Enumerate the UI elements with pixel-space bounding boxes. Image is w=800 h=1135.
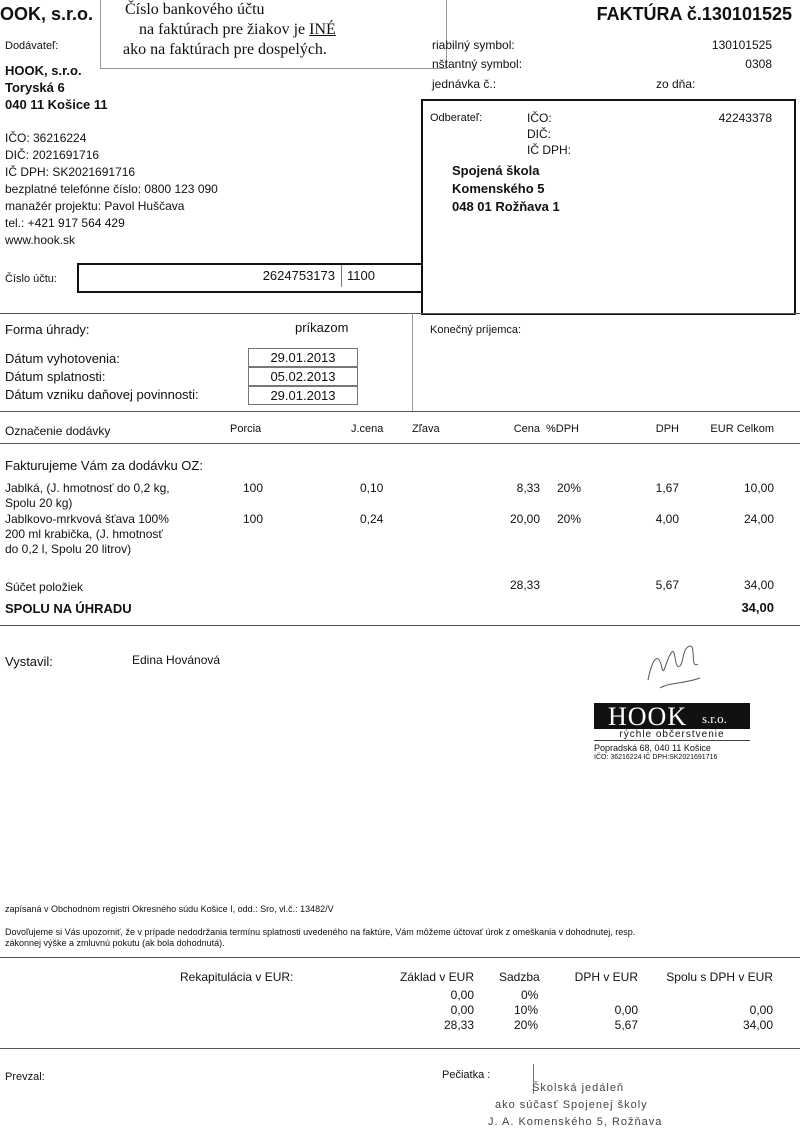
recap-total: 34,00 xyxy=(742,1018,773,1032)
divider xyxy=(0,443,800,444)
col-designation: Označenie dodávky xyxy=(5,424,111,438)
col-unit-price: J.cena xyxy=(351,423,384,435)
recap-base: 0,00 xyxy=(450,1003,474,1017)
issue-date-value: 29.01.2013 xyxy=(248,348,358,367)
due-date-label: Dátum splatnosti: xyxy=(5,369,106,384)
item-vat: 1,67 xyxy=(655,481,679,495)
item-price: 20,00 xyxy=(509,512,540,526)
supplier-details xyxy=(5,130,218,249)
items-intro: Fakturujeme Vám za dodávku OZ: xyxy=(5,458,203,473)
item-description xyxy=(5,481,170,511)
supplier-street: Toryská 6 xyxy=(5,80,65,95)
school-stamp-line1: Školská jedáleň xyxy=(532,1082,625,1094)
customer-ico-label: IČO: xyxy=(527,111,552,125)
recap-base: 0,00 xyxy=(450,988,474,1002)
customer-ico-value: 42243378 xyxy=(718,111,772,125)
hook-logo-text: HOOK xyxy=(608,702,688,731)
final-recipient-label: Konečný príjemca: xyxy=(430,324,522,336)
supplier-free-phone: bezplatné telefónne číslo: 0800 123 090 xyxy=(5,182,218,196)
item-description xyxy=(5,512,169,557)
late-payment-notice: Dovoľujeme si Vás upozorniť, že v prípade nedodržania termínu splatnosti uvedeného na faktúre, Vám môžeme účtovať úrok z omeškania v dohodnutej, resp. xyxy=(5,927,636,937)
recap-header-vat: DPH v EUR xyxy=(574,970,638,984)
recap-rate: 10% xyxy=(514,1003,539,1017)
recap-base: 28,33 xyxy=(443,1018,474,1032)
tax-date-label: Dátum vzniku daňovej povinnosti: xyxy=(5,387,199,402)
item-vat-pct: 20% xyxy=(557,512,582,526)
sum-price: 28,33 xyxy=(509,578,540,592)
received-by-label: Prevzal: xyxy=(5,1071,45,1083)
tax-date-value: 29.01.2013 xyxy=(248,386,358,405)
dates-labels xyxy=(5,350,199,404)
col-vat: DPH xyxy=(655,423,679,435)
col-portion: Porcia xyxy=(230,423,262,435)
col-discount: Zľava xyxy=(412,423,440,435)
note-line1: Číslo bankového účtu xyxy=(125,1,265,18)
sum-label: Súčet položiek xyxy=(5,580,84,594)
note-line2-text: na faktúrach pre žiakov je xyxy=(139,21,310,38)
item-line: 200 ml krabička, (J. hmotnosť xyxy=(5,527,163,541)
item-total: 10,00 xyxy=(743,481,774,495)
constant-symbol-label: nštantný symbol: xyxy=(432,57,523,71)
stamp-tagline: rýchle občerstvenie xyxy=(594,729,750,741)
customer-label: Odberateľ: xyxy=(430,112,483,124)
supplier-city: 040 11 Košice 11 xyxy=(5,97,108,112)
hook-logo xyxy=(594,703,750,729)
school-stamp-line2: ako súčasť Spojenej školy xyxy=(495,1099,648,1111)
col-vat-pct: %DPH xyxy=(546,423,580,435)
supplier-name: HOOK, s.r.o. xyxy=(5,63,82,78)
variable-symbol-label: riabilný symbol: xyxy=(432,38,515,52)
school-stamp-line3: J. A. Komenského 5, Rožňava xyxy=(488,1116,663,1128)
note-line2 xyxy=(101,20,446,40)
item-line: Jablká, (J. hmotnosť do 0,2 kg, xyxy=(5,481,170,495)
divider xyxy=(0,313,800,314)
customer-dic-label: DIČ: xyxy=(527,127,551,141)
customer-address xyxy=(452,162,560,216)
payment-form-label: Forma úhrady: xyxy=(5,322,90,337)
recap-rate: 0% xyxy=(521,988,539,1002)
account-number: 2624753173 xyxy=(262,268,335,283)
due-date-value: 05.02.2013 xyxy=(248,367,358,386)
item-line: Jablkovo-mrkvová šťava 100% xyxy=(5,512,169,526)
item-price: 8,33 xyxy=(516,481,540,495)
sum-vat: 5,67 xyxy=(655,578,679,592)
item-line: do 0,2 l, Spolu 20 litrov) xyxy=(5,542,132,556)
constant-symbol-value: 0308 xyxy=(745,57,772,71)
divider xyxy=(0,625,800,626)
supplier-dic: DIČ: 2021691716 xyxy=(5,148,100,162)
signature-image xyxy=(640,640,710,695)
recap-label: Rekapitulácia v EUR: xyxy=(180,970,294,984)
supplier-tel: tel.: +421 917 564 429 xyxy=(5,216,125,230)
recap-rate: 20% xyxy=(514,1018,539,1032)
account-label: Číslo účtu: xyxy=(5,273,57,285)
total-due-value: 34,00 xyxy=(741,600,774,615)
bank-account-note xyxy=(100,0,447,69)
item-portion: 100 xyxy=(243,512,264,526)
late-payment-notice-2: zákonnej výške a zmluvnú pokutu (ak bola dohodnutá). xyxy=(5,938,225,948)
stamp-label: Pečiatka : xyxy=(442,1069,491,1081)
note-emphasis: INÉ xyxy=(309,21,336,38)
payment-form-value: príkazom xyxy=(295,320,349,335)
col-price: Cena xyxy=(513,423,540,435)
bank-code: 1100 xyxy=(347,268,375,283)
recap-header-base: Základ v EUR xyxy=(399,970,474,984)
customer-city: 048 01 Rožňava 1 xyxy=(452,199,560,214)
item-total: 24,00 xyxy=(743,512,774,526)
issued-by-label: Vystavil: xyxy=(5,654,53,669)
note-line3: ako na faktúrach pre dospelých. xyxy=(123,41,327,58)
supplier-manager: manažér projektu: Pavol Huščava xyxy=(5,199,185,213)
sum-total: 34,00 xyxy=(743,578,774,592)
supplier-web: www.hook.sk xyxy=(5,233,76,247)
item-line: Spolu 20 kg) xyxy=(5,496,73,510)
recap-vat: 0,00 xyxy=(614,1003,638,1017)
account-divider xyxy=(341,265,342,287)
total-due-label: SPOLU NA ÚHRADU xyxy=(5,601,132,616)
customer-name: Spojená škola xyxy=(452,163,540,178)
item-unit-price: 0,24 xyxy=(360,512,384,526)
divider xyxy=(0,1048,800,1049)
supplier-label: Dodávateľ: xyxy=(5,40,59,52)
customer-ids xyxy=(527,110,571,158)
supplier-icdph: IČ DPH: SK2021691716 xyxy=(5,165,136,179)
vertical-divider xyxy=(412,313,413,411)
recap-header-total: Spolu s DPH v EUR xyxy=(666,970,773,984)
invoice-title: FAKTÚRA č.130101525 xyxy=(596,4,792,24)
order-date-label: zo dňa: xyxy=(656,77,696,91)
recap-header-rate: Sadzba xyxy=(499,970,540,984)
company-name-header: OOK, s.r.o. xyxy=(0,4,94,24)
customer-street: Komenského 5 xyxy=(452,181,545,196)
issue-date-label: Dátum vyhotovenia: xyxy=(5,351,120,366)
order-label: jednávka č.: xyxy=(432,77,497,91)
supplier-ico: IČO: 36216224 xyxy=(5,131,87,145)
issued-by-name: Edina Hovánová xyxy=(132,653,221,667)
item-unit-price: 0,10 xyxy=(360,481,384,495)
recap-total: 0,00 xyxy=(749,1003,773,1017)
customer-icdph-label: IČ DPH: xyxy=(527,143,572,157)
item-vat: 4,00 xyxy=(655,512,679,526)
item-portion: 100 xyxy=(243,481,264,495)
hook-logo-suffix: s.r.o. xyxy=(702,711,727,726)
col-total: EUR Celkom xyxy=(710,423,774,435)
recap-vat: 5,67 xyxy=(614,1018,638,1032)
divider xyxy=(0,957,800,958)
stamp-address: Popradská 68, 040 11 Košice xyxy=(594,743,711,753)
variable-symbol-value: 130101525 xyxy=(711,38,772,52)
stamp-ids: IČO: 36216224 IČ DPH:SK2021691716 xyxy=(594,754,718,761)
divider xyxy=(0,411,800,412)
item-vat-pct: 20% xyxy=(557,481,582,495)
registry-note: zapísaná v Obchodnom registri Okresného súdu Košice I, odd.: Sro, vl.č.: 13482/V xyxy=(5,904,334,914)
